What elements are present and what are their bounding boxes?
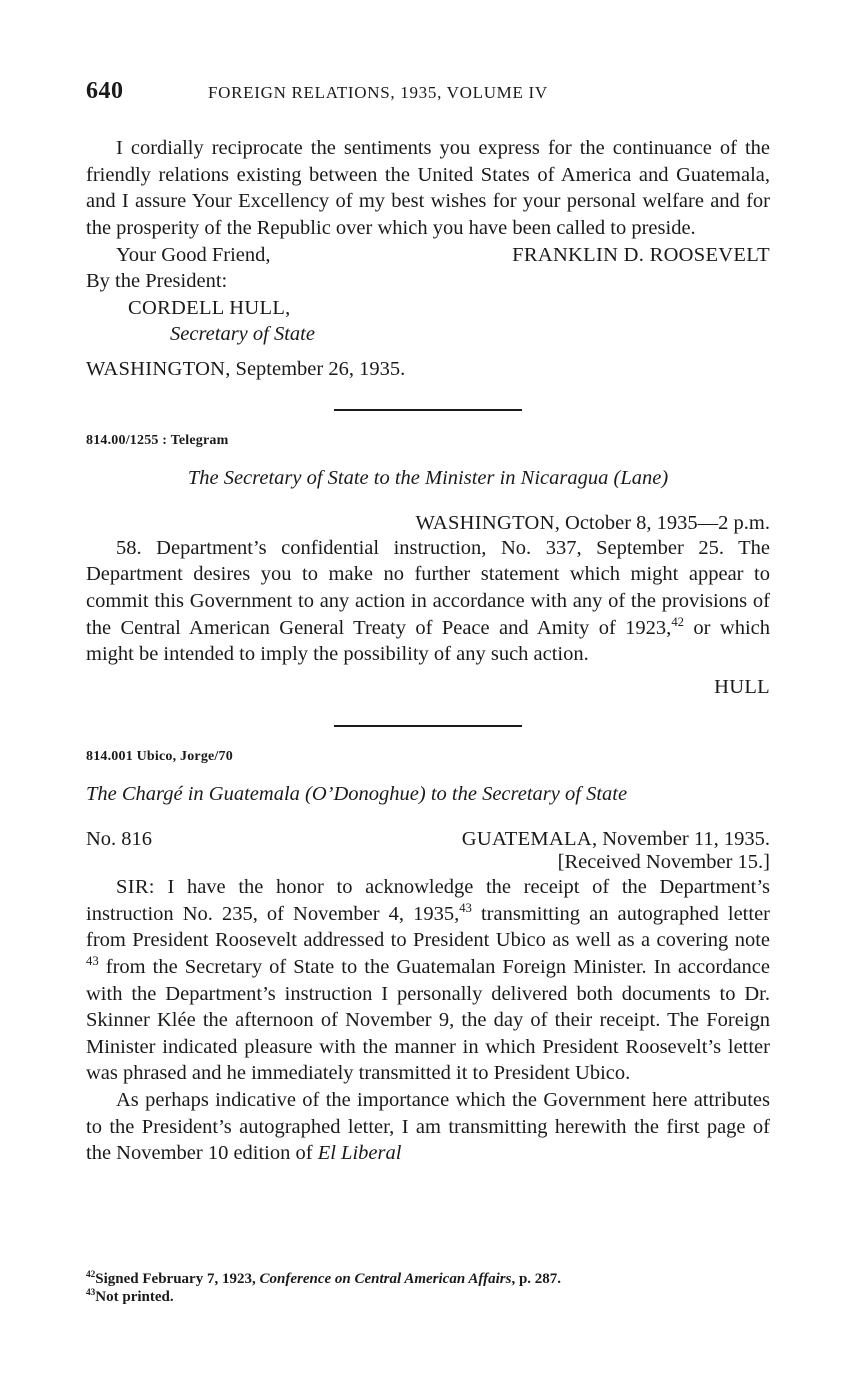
doc3-dateline-place: GUATEMALA xyxy=(461,827,592,850)
letter-date: , September 26, 1935. xyxy=(225,358,406,381)
doc3-number: No. 816 xyxy=(86,827,153,850)
page-folio: 640 xyxy=(86,78,124,104)
doc3-p2-italic: El Liberal xyxy=(317,1142,402,1165)
closing-signature: FRANKLIN D. ROOSEVELT xyxy=(512,243,770,266)
footnote-42-text-a: Signed February 7, 1923, xyxy=(95,1270,260,1287)
doc3-paragraph-1 xyxy=(86,874,770,1087)
signer-name: CORDELL HULL, xyxy=(128,296,291,319)
doc3-salutation: SIR: xyxy=(116,875,155,898)
doc2-body-text: 58. Department’s confidential instruction, No. 337, September 25. The Department desires you to make no further statement which might appear to commit this Government to any action in accordance with any of the provisions of the Central American General Treaty of Peace and Amity of 1923, xyxy=(86,536,770,639)
doc3-dateline xyxy=(462,828,770,851)
footnotes xyxy=(86,1270,770,1308)
running-head xyxy=(86,78,770,105)
doc3-p1-b: transmitting an autographed letter from President Roosevelt addressed to President Ubico as well as a covering note xyxy=(86,902,770,952)
doc2-body-text-cont: or which might be intended to imply the possibility of any such action. xyxy=(86,616,770,666)
letter-closing xyxy=(86,242,770,269)
footnote-ref-43b[interactable]: 43 xyxy=(86,954,99,969)
doc3-p1-a: I have the honor to acknowledge the receipt of the Department’s instruction No. 235, of November 4, 1935, xyxy=(86,875,770,925)
doc2-dateline xyxy=(86,512,770,535)
doc3-file-number: 814.001 Ubico, Jorge/70 xyxy=(86,748,233,764)
doc3-received: [Received November 15.] xyxy=(557,850,770,873)
by-the-president: By the President: xyxy=(86,270,228,293)
doc2-body xyxy=(86,535,770,668)
letter-place: WASHINGTON xyxy=(86,358,226,381)
footnote-42-text-b: , p. 287. xyxy=(511,1270,562,1287)
doc2-dateline-place: WASHINGTON xyxy=(415,511,555,534)
footnote-42-italic: Conference on Central American Affairs xyxy=(259,1270,512,1287)
closing-left: Your Good Friend, xyxy=(116,243,271,266)
doc3-dateline-row xyxy=(86,828,770,851)
running-title: FOREIGN RELATIONS, 1935, VOLUME IV xyxy=(208,83,548,102)
section-divider xyxy=(334,409,522,411)
footnote-43 xyxy=(86,1288,770,1307)
signer-title: Secretary of State xyxy=(170,323,315,346)
doc3-p1-c: from the Secretary of State to the Guatemalan Foreign Minister. In accordance with the Department’s instruction I personally delivered both documents to Dr. Skinner Klée the afternoon of November 9, the day of their receipt. The Foreign Minister indicated pleasure with the manner in which President Roosevelt’s letter was phrased and he immediately transmitted it to President Ubico. xyxy=(86,955,770,1085)
footnote-ref-42[interactable]: 42 xyxy=(671,614,685,629)
footnote-marker-43: 43 xyxy=(86,1288,96,1299)
doc2-title: The Secretary of State to the Minister in Nicaragua (Lane) xyxy=(187,466,669,489)
doc3-dateline-date: , November 11, 1935. xyxy=(591,827,770,850)
doc3-p2-a: As perhaps indicative of the importance which the Government here attributes to the President’s autographed letter, I am transmitting herewith the first page of the November 10 edition of xyxy=(86,1089,770,1165)
doc2-signature: HULL xyxy=(714,675,770,698)
doc2-dateline-date: , October 8, 1935—2 p.m. xyxy=(554,511,770,534)
section-divider-2 xyxy=(334,725,522,727)
doc3-title: The Chargé in Guatemala (O’Donoghue) to the Secretary of State xyxy=(86,782,628,805)
footnote-marker-42: 42 xyxy=(86,1269,96,1280)
footnote-42 xyxy=(86,1270,770,1289)
footnote-ref-43a[interactable]: 43 xyxy=(459,900,472,915)
doc2-file-number: 814.00/1255 : Telegram xyxy=(86,432,229,448)
footnote-43-text-a: Not printed. xyxy=(95,1289,174,1306)
letter-paragraph: I cordially reciprocate the sentiments you express for the continuance of the friendly relations existing between the United States of America and Guatemala, and I assure Your Excellency of my best wishes for your personal welfare and for the prosperity of the Republic over which you have been called to preside. xyxy=(86,137,770,239)
doc3-paragraph-2 xyxy=(86,1087,770,1167)
letter-place-date xyxy=(86,356,770,383)
